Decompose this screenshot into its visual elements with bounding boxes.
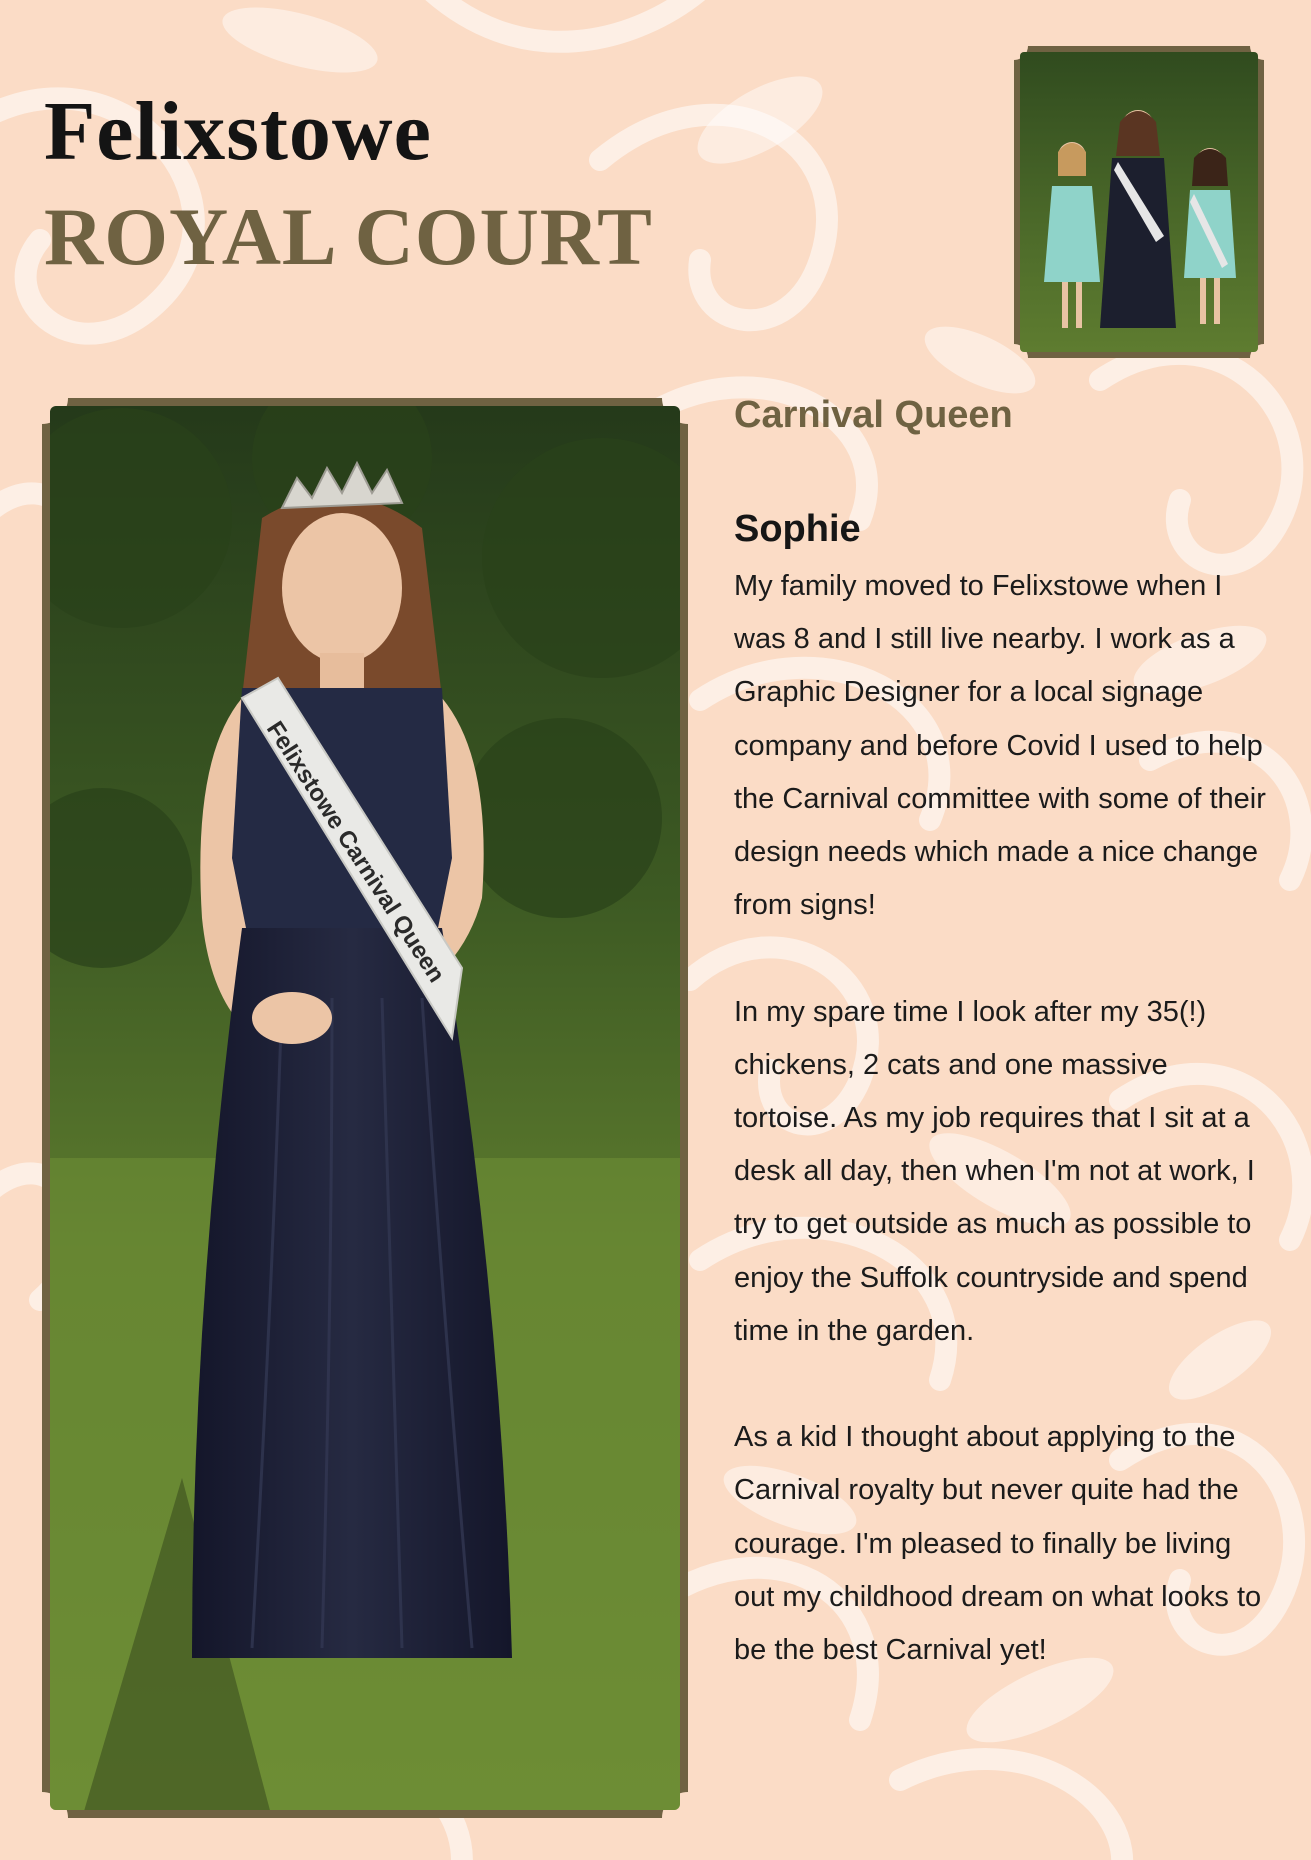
bio-paragraph: In my spare time I look after my 35(!) chickens, 2 cats and one massive tortoise. As my job requires that I sit at a desk all day, then when I'm not at work, I try to get outside as much as possible to enjoy the Suffolk countryside and spend time in the garden. [734,995,1255,1347]
sash-text: Felixstowe Carnival Queen [260,716,450,988]
bio-paragraph: As a kid I thought about applying to the Carnival royalty but never quite had the courage. I'm pleased to finally be living out my childhood dream on what looks to be the best Carnival yet! [734,1421,1262,1667]
person-name: Sophie [734,508,861,550]
page-title-line-2: ROYAL COURT [44,191,653,282]
bio-paragraph: My family moved to Felixstowe when I was 8 and I still live nearby. I work as a Graphic Designer for a local signage company and before Covid I used to help the Carnival committee with some of their design needs which made a nice change from signs! [734,570,1266,922]
sash-text-layer [42,398,688,1818]
royal-court-group-photo [1014,46,1264,358]
bio-text [734,560,1274,1677]
page-title-line-1: Felixstowe [44,85,432,178]
section-title: Carnival Queen [734,394,1013,436]
